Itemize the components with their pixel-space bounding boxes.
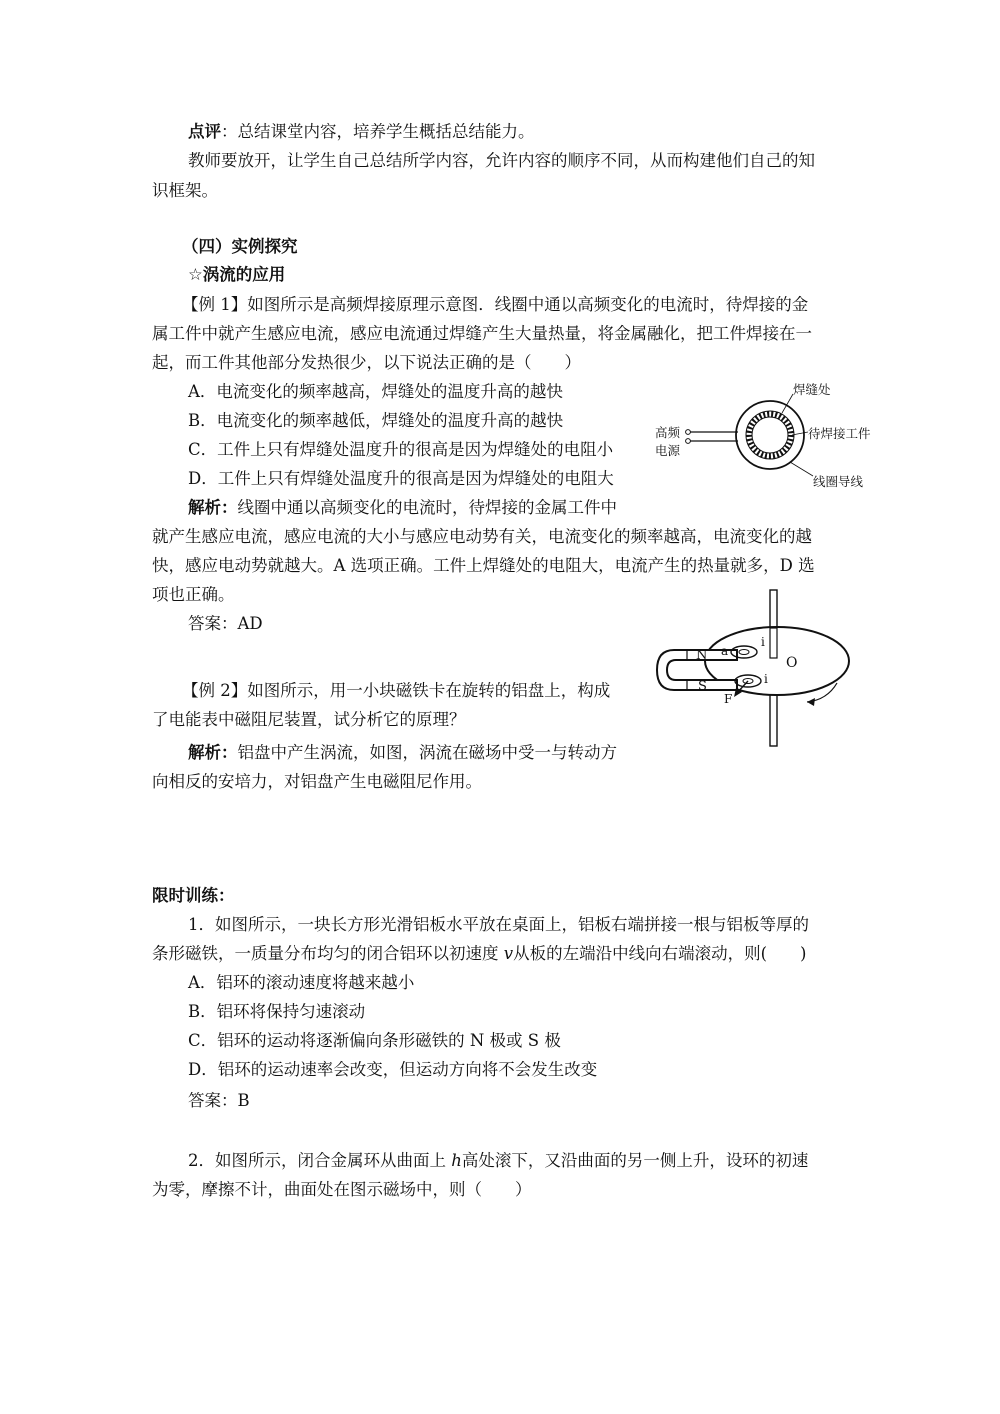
- example1-analysis-line-1: [188, 497, 617, 519]
- example1-analysis-line-2: 就产生感应电流，感应电流的大小与感应电动势有关，电流变化的频率越高，电流变化的越: [152, 527, 812, 546]
- example2-analysis-line-1: [188, 742, 617, 764]
- comment-line: [188, 121, 535, 143]
- section-subheading: ☆涡流的应用: [188, 265, 286, 284]
- example1-stem-line-1: 【例 1】如图所示是高频焊接原理示意图．线圈中通以高频变化的电流时，待焊接的金: [182, 295, 809, 314]
- example1-option-c: C．工件上只有焊缝处温度升的很高是因为焊缝处的电阻小: [188, 440, 614, 459]
- q1-line-2-pre: 条形磁铁，一质量分布均匀的闭合铝环以初速度: [152, 944, 499, 963]
- q2-line-1: [188, 1150, 808, 1172]
- workpiece-label: 待焊接工件: [808, 426, 871, 441]
- q2-line-1-pre: 2．如图所示，闭合金属环从曲面上: [188, 1151, 446, 1170]
- q1-velocity-var: v: [503, 944, 514, 963]
- example1-analysis-line-3: 快，感应电动势就越大。A 选项正确。工件上焊缝处的电阻大，电流产生的热量就多，D 选: [152, 556, 815, 575]
- example1-analysis-label: 解析：: [188, 498, 238, 517]
- section-heading: （四）实例探究: [182, 237, 298, 256]
- example1-stem-line-3: 起，而工件其他部分发热很少，以下说法正确的是（ ）: [152, 353, 581, 372]
- q2-line-2: 为零，摩擦不计，曲面处在图示磁场中，则（ ）: [152, 1180, 532, 1199]
- q1-answer: 答案：B: [188, 1091, 250, 1110]
- q2-height-var: h: [451, 1151, 462, 1170]
- welding-diagram: [650, 380, 880, 495]
- o-label: O: [786, 655, 798, 671]
- q1-line-2: [152, 943, 806, 965]
- a-label: a: [721, 644, 729, 658]
- source-label-1: 高频: [655, 425, 681, 440]
- comment-label: 点评: [188, 122, 221, 141]
- q1-option-d: D．铝环的运动速率会改变，但运动方向将不会发生改变: [188, 1060, 598, 1079]
- coil-label: 线圈导线: [813, 474, 864, 489]
- example2-stem-line-1: 【例 2】如图所示，用一小块磁铁卡在旋转的铝盘上，构成: [182, 681, 611, 700]
- example2-stem-line-2: 了电能表中磁阻尼装置，试分析它的原理？: [152, 710, 466, 729]
- comment-text: ：总结课堂内容，培养学生概括总结能力。: [221, 122, 535, 141]
- i-label-bottom: i: [764, 672, 768, 686]
- example2-analysis-text: 铝盘中产生涡流，如图，涡流在磁场中受一与转动方: [237, 743, 617, 762]
- weld-label: 焊缝处: [793, 382, 831, 397]
- example1-option-a: A．电流变化的频率越高，焊缝处的温度升高的越快: [188, 382, 563, 401]
- example2-analysis-label: 解析：: [188, 743, 238, 762]
- q1-option-b: B．铝环将保持匀速滚动: [188, 1002, 366, 1021]
- q1-line-2-post: 从板的左端沿中线向右端滚动，则( ): [513, 944, 807, 963]
- example1-answer: 答案：AD: [188, 614, 263, 633]
- example1-option-d: D．工件上只有焊缝处温度升的很高是因为焊缝处的电阻大: [188, 469, 614, 488]
- s-label: S: [698, 679, 707, 694]
- workpiece-ring: [749, 414, 791, 456]
- teacher-line-2: 识框架。: [152, 181, 218, 200]
- source-label-2: 电源: [655, 443, 681, 458]
- example1-analysis-line-4: 项也正确。: [152, 585, 235, 604]
- i-label-top: i: [761, 635, 765, 649]
- example1-stem-line-2: 属工件中就产生感应电流，感应电流通过焊缝产生大量热量，将金属融化，把工件焊接在一: [152, 324, 812, 343]
- q1-option-a: A．铝环的滚动速度将越来越小: [188, 973, 415, 992]
- teacher-line-1: 教师要放开，让学生自己总结所学内容，允许内容的顺序不同，从而构建他们自己的知: [188, 151, 815, 170]
- damping-diagram: [652, 588, 857, 748]
- example1-option-b: B．电流变化的频率越低，焊缝处的温度升高的越快: [188, 411, 564, 430]
- q1-option-c: C．铝环的运动将逐渐偏向条形磁铁的 N 极或 S 极: [188, 1031, 561, 1050]
- q2-line-1-post: 高处滚下，又沿曲面的另一侧上升，设环的初速: [461, 1151, 809, 1170]
- example2-analysis-line-2: 向相反的安培力，对铝盘产生电磁阻尼作用。: [152, 772, 482, 791]
- training-heading: 限时训练：: [152, 886, 235, 905]
- f-label: F: [724, 692, 733, 706]
- n-label: N: [696, 648, 708, 663]
- example1-analysis-text: 线圈中通以高频变化的电流时，待焊接的金属工件中: [237, 498, 617, 517]
- q1-line-1: 1．如图所示，一块长方形光滑铝板水平放在桌面上，铝板右端拼接一根与铝板等厚的: [188, 915, 809, 934]
